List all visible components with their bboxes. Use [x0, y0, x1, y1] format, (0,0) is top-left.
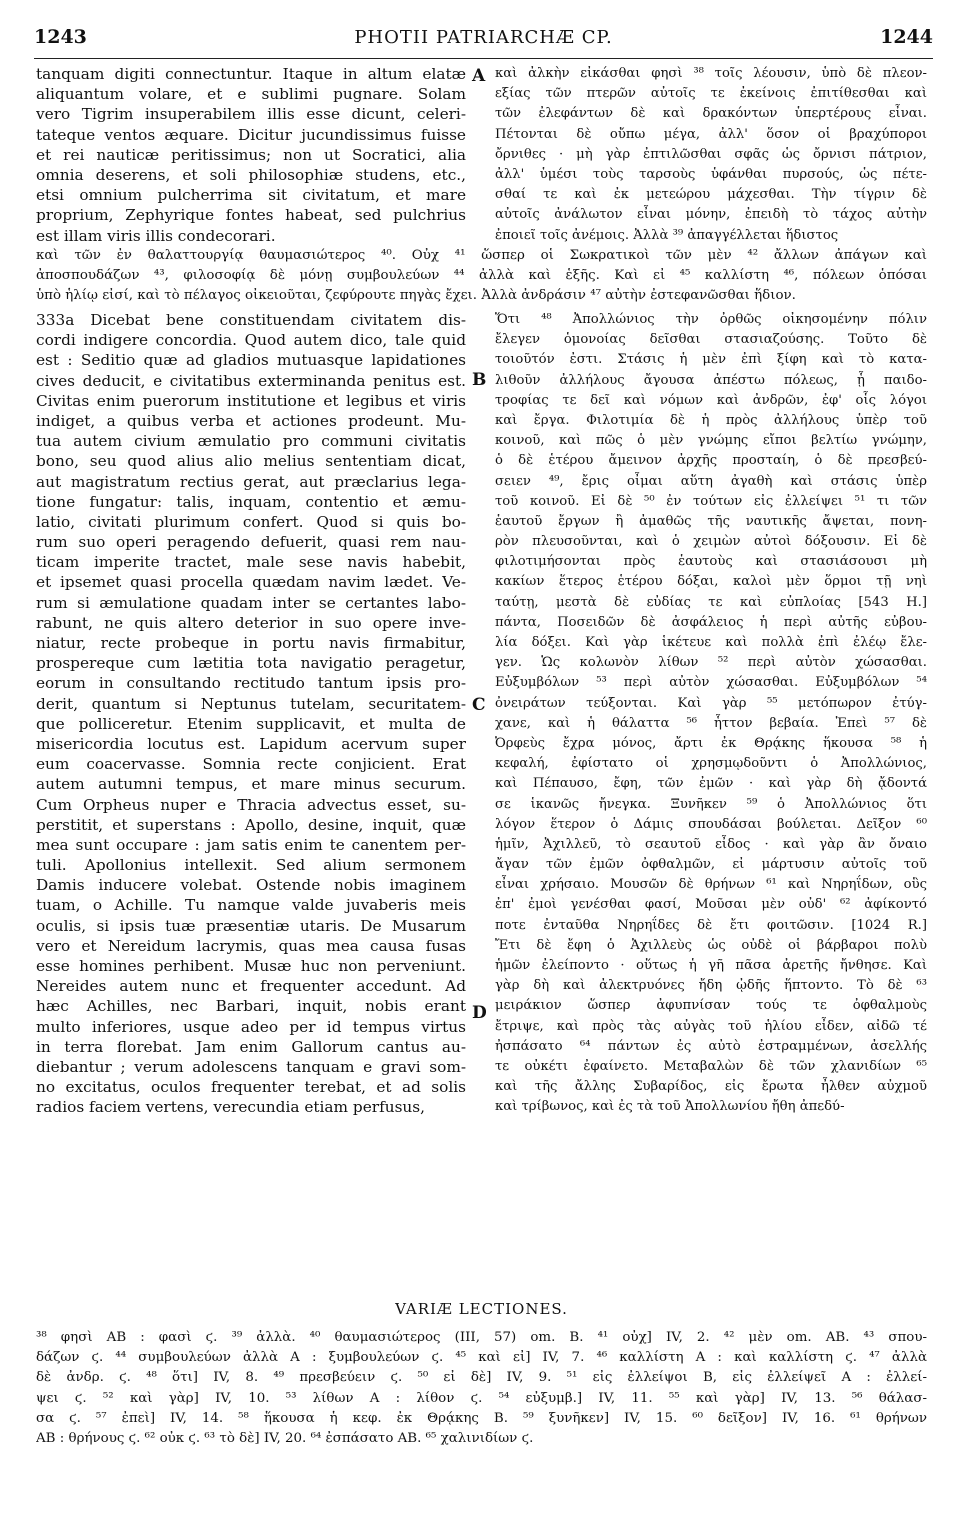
text-line: λιθοῦν ἀλλήλους ἄγουσα ἀπέστω πόλεως, ᾗ παιδο-: [495, 372, 927, 388]
text-line: Ἔτι δὲ ἔφη ὁ Ἀχιλλεὺς ὡς οὐδὲ οἱ βάρβαροι πολὺ: [495, 937, 927, 953]
text-line: tione fungatur: talis, inquam, contentio et æmu-: [36, 492, 466, 511]
margin-marker-b: B: [472, 370, 487, 390]
text-line: ἡμῶν ἐλείποντο · οὕτως ἡ γῆ πᾶσα ἀρετῆς ἤνθησε. Καὶ: [495, 958, 927, 973]
text-line: εξίας τῶν πτερῶν αὐτοῖς τε ἐκείνοις ἐπιτίθεσθαι καὶ: [495, 86, 927, 102]
text-line: φιλοτιμήσονται πρὸς ἑαυτοὺς καὶ στασιάσουσι μὴ: [495, 554, 927, 570]
text-line: ³⁸ φησὶ AB : φασὶ ϛ. ³⁹ ἀλλὰ. ⁴⁰ θαυμασιώτερος (III, 57) om. B. ⁴¹ οὐχ] IV, 2. ⁴² μὲν om. AB. ⁴³ σπου-: [36, 1330, 927, 1345]
text-line: κακίων ἕτερος ἑτέρου δόξαι, καλοὶ μὲν ὅρμοι τῇ νηὶ: [495, 574, 927, 590]
text-line: ὁ δὲ ἑτέρου ἄμεινον ἀρχῆς προσταίη, ὁ δὲ πρεσβεύ-: [495, 453, 927, 469]
text-line: mea sunt occupare : jam satis enim te canentem per-: [36, 835, 466, 854]
text-line: γεν. Ὡς κολωνὸν λίθων ⁵² περὶ αὐτὸν χώσασθαι.: [495, 655, 927, 671]
greek-column-main: [495, 310, 927, 1118]
page-number-right: 1244: [880, 26, 933, 48]
text-line: κεφαλή, ἐφίστατο οἱ χρησμῳδοῦντι ὁ Ἀπολλώνιος,: [495, 756, 927, 772]
text-line: χανε, καὶ ἡ θάλαττα ⁵⁶ ἧττον βεβαία. Ἐπεὶ ⁵⁷ δὲ: [495, 715, 927, 731]
page-number-left: 1243: [34, 26, 87, 48]
text-line: ποτε ἐνταῦθα Νηρηΐδες δὲ ἔτι φοιτῶσιν. [1024 R.]: [495, 917, 927, 933]
text-line: ρὸν πλευσοῦνται, καὶ ὁ χειμὼν αὐτοὶ δόξουσιν. Εἰ δὲ: [495, 534, 927, 550]
margin-marker-a: A: [472, 66, 486, 86]
text-line: Nereides autem nunc et frequenter accedunt. Ad: [36, 977, 466, 996]
text-line: πάντα, Ποσειδῶν δὲ ἀσφάλειος ἡ περὶ αὐτῆς εὐβου-: [495, 614, 927, 630]
text-line: τοιοῦτόν ἐστι. Στάσις ἡ μὲν ἐπὶ ξίφη καὶ τὸ κατα-: [495, 352, 927, 368]
text-line: λία δόξει. Καὶ γὰρ ἱκέτευε καὶ πολλὰ ἐπὶ ἐλέῳ ἔλε-: [495, 635, 927, 650]
text-line: que polliceretur. Etenim supplicavit, et multa de: [36, 714, 466, 733]
text-line: etsi omnium pulcherrima sit civitatum, et mare: [36, 186, 466, 205]
text-line: ἔλεγεν ὁμονοίας δεῖσθαι στασιαζούσης. Τοῦτο δὲ: [495, 332, 927, 348]
latin-column-main: [36, 310, 466, 1118]
text-line: εἶναι χρήσαιο. Μουσῶν δὲ θρήνων ⁶¹ καὶ Νηρηΐδων, οὓς: [495, 877, 927, 893]
margin-marker-d: D: [472, 1003, 487, 1023]
text-line: τε οὐκέτι ἐφαίνετο. Μεταβαλὼν δὲ τῶν χλανιδίων ⁶⁵: [495, 1058, 927, 1074]
text-line: Damis inducere volebat. Ostende nobis imaginem: [36, 876, 466, 895]
text-line: rabunt, ne quis altero deterior in suo opere inve-: [36, 613, 466, 632]
text-line: καὶ Πέπαυσο, ἔφη, τῶν ἐμῶν · καὶ γὰρ δὴ ᾄδοντά: [495, 776, 927, 792]
text-line: ὄρνιθες · μὴ γὰρ ἐπτιλῶσθαι σφᾶς ὡς ὄρνισι πάτριον,: [495, 146, 927, 162]
text-line: diebantur ; verum adolescens tanquam e gravi som-: [36, 1057, 466, 1076]
text-line: ἠσπάσατο ⁶⁴ πάντων ἐς αὐτὸ ἐστραμμένων, ἀσελλής: [495, 1038, 927, 1054]
text-line: ἑαυτοῦ ἔργων ἢ ἀμαθῶς τῆς ναυτικῆς ἄψεται, πονη-: [495, 513, 927, 529]
text-line: μειράκιον ὥσπερ ἀφυπνίσαν τούς τε ὀφθαλμοὺς: [495, 998, 927, 1014]
text-line: derit, quantum si Neptunus tutelam, securitatem-: [36, 694, 466, 713]
text-line: καὶ ἔργα. Φιλοτιμία δὲ ἡ πρὸς ἀλλήλους ὑπὲρ τοῦ: [495, 412, 927, 428]
text-line: esse homines perhibent. Musæ huc non perveniunt.: [36, 957, 466, 975]
text-line: 333a Dicebat bene constituendam civitatem dis-: [36, 311, 466, 329]
text-line: multo inferiores, usque adeo per id tempus virtus: [36, 1017, 466, 1036]
text-line: eorum in consultando rectitudo tantum ipsis pro-: [36, 674, 466, 693]
text-line: σε ἱκανῶς ἤνεγκα. Ξυνῆκεν ⁵⁹ ὁ Ἀπολλώνιος ὅτι: [495, 796, 927, 812]
text-line: aut magistratum rectius gerat, aut præclarius lega-: [36, 472, 466, 491]
text-line: ticam imperite tractet, male sese navis habebit,: [36, 553, 466, 572]
text-line: καὶ τῶν ἐν θαλαττουργίᾳ θαυμασιώτερος ⁴⁰. Οὐχ ⁴¹ ὥσπερ οἱ Σωκρατικοὶ τῶν μὲν ⁴² ἄλλων ἀπάγων καὶ: [36, 248, 927, 263]
text-line: no excitatus, oculos frequenter terebat, et ad solis: [36, 1078, 466, 1097]
text-line: tuam, o Achille. Tu namque valde juvaberis meis: [36, 896, 466, 915]
text-line: cordi indigere concordia. Quod autem dico, tale quid: [36, 331, 466, 350]
text-line: Εὐξυμβόλων ⁵³ περὶ αὐτὸν χώσασθαι. Εὐξυμβόλων ⁵⁴: [495, 675, 927, 691]
header-rule: [34, 58, 933, 59]
full-width-greek: [36, 246, 927, 307]
text-line: Ὀρφεὺς ἔχρα μόνος, ἄρτι ἐκ Θρᾴκης ἥκουσα ⁵⁸ ἡ: [495, 735, 927, 751]
text-line: indiget, a quibus verba et actiones prodeunt. Mu-: [36, 411, 466, 430]
text-line: vero Tigrim insuperabilem illis esse dicunt, celeri-: [36, 105, 466, 124]
margin-marker-c: C: [472, 695, 486, 715]
variae-lectiones: [36, 1328, 927, 1449]
text-line: γὰρ δὴ καὶ ἀλεκτρυόνες ἤδη ᾠδῆς ἥπτοντο. Τὸ δὲ ⁶³: [495, 978, 927, 994]
text-line: ἔτριψε, καὶ πρὸς τὰς αὐγὰς τοῦ ἡλίου εἶδεν, αἰδῶ τέ: [495, 1018, 927, 1034]
text-line: ἀποσπουδάζων ⁴³, φιλοσοφίᾳ δὲ μόνῃ συμβουλεύων ⁴⁴ ἀλλὰ καὶ ἑξῆς. Καὶ εἰ ⁴⁵ καλλίστη ⁴⁶, πόλεων ὁπόσαι: [36, 268, 927, 284]
text-line: Civitas enim puerorum institutione et legibus et viris: [36, 391, 466, 410]
text-line: Cum Orpheus nuper e Thracia advectus esset, su-: [36, 795, 466, 814]
text-line: eum coacervasse. Somnia recte conjicient. Erat: [36, 755, 466, 774]
text-line: est : Seditio quæ ad gladios mutuasque lapidationes: [36, 351, 466, 370]
text-line: λόγον ἕτερον ὁ Δάμις σπουδάσαι βούλεται. Δεῖξον ⁶⁰: [495, 816, 927, 832]
text-line: AB : θρήνους ϛ. ⁶² οὐκ ϛ. ⁶³ τὸ δὲ] IV, 20. ⁶⁴ ἐσπάσατο AB. ⁶⁵ χαλινιδίων ϛ.: [36, 1430, 534, 1446]
text-line: tua autem civium æmulatio pro communi civitatis: [36, 432, 466, 451]
text-line: ἀλλ' ὑμέσι τοὺς ταρσοὺς ὑφάνθαι πυρσούς, ὡς πέτε-: [495, 166, 927, 182]
text-line: δάζων ϛ. ⁴⁴ συμβουλεύων ἀλλὰ A : ξυμβουλεύων ϛ. ⁴⁵ καὶ εἰ] IV, 7. ⁴⁶ καλλίστη A : καὶ καλλίστη ϛ. ⁴⁷ ἀλλὰ: [36, 1350, 927, 1366]
text-line: vero et Nereidum lacrymis, quas mea causa fusas: [36, 936, 466, 955]
text-line: Ὅτι ⁴⁸ Ἀπολλώνιος τὴν ὀρθῶς οἰκησομένην πόλιν: [495, 312, 927, 327]
text-line: δὲ ἀνδρ. ϛ. ⁴⁸ ὅτι] IV, 8. ⁴⁹ πρεσβεύειν ϛ. ⁵⁰ εἰ δὲ] IV, 9. ⁵¹ εἰς ἐλλείψοι B, εἰς ἐλλείψεῖ A : ἐλλεί-: [36, 1370, 927, 1386]
greek-column-top: [495, 64, 927, 246]
text-line: et rei nauticæ peritissimus; non ut Socratici, alia: [36, 145, 466, 164]
text-line: tanquam digiti connectuntur. Itaque in altum elatæ: [36, 65, 466, 83]
text-line: aliquantum volare, et e sublimi pugnare. Solam: [36, 85, 466, 104]
text-line: Πέτονται δὲ οὔπω μέγα, ἀλλ' ὅσον οἱ βραχύποροι: [495, 126, 927, 142]
text-line: τοῦ κοινοῦ. Εἰ δὲ ⁵⁰ ἐν τούτων εἰς ἐλλείψει ⁵¹ τι τῶν: [495, 493, 927, 509]
text-line: radios faciem vertens, verecundia etiam perfusus,: [36, 1098, 425, 1117]
text-line: perstitit, et superstans : Apollo, desine, inquit, quæ: [36, 815, 466, 834]
text-line: σθαί τε καὶ ἐκ μετεώρου μάχεσθαι. Τὴν τίγριν δὲ: [495, 187, 927, 203]
text-line: ἐπ' ἐμοὶ γενέσθαι φασί, Μοῦσαι μὲν οὐδ' ⁶² ἀφίκοντό: [495, 897, 927, 913]
text-line: rum suo operi peragendo defuerit, quasi rem nau-: [36, 533, 466, 552]
text-line: τροφίας τε δεῖ καὶ νόμων καὶ ἀνδρῶν, ἐφ' οἷς λόγοι: [495, 392, 927, 408]
text-line: proprium, Zephyrique fontes habeat, sed pulchrius: [36, 206, 466, 225]
text-line: est illam viris illis condecorari.: [36, 226, 276, 245]
text-line: ὀνειράτων τεύξονται. Καὶ γὰρ ⁵⁵ μετόπωρον ἐτύγ-: [495, 695, 927, 711]
text-line: omnia deserens, et soli philosophiæ studens, etc.,: [36, 165, 466, 184]
text-line: in terra florebat. Jam enim Gallorum cantus au-: [36, 1037, 466, 1056]
text-line: cives deducit, e civitatibus exterminanda penitus est.: [36, 371, 466, 390]
variae-lectiones-heading: VARIÆ LECTIONES.: [395, 1300, 568, 1318]
text-line: ψει ϛ. ⁵² καὶ γὰρ] IV, 10. ⁵³ λίθων A : λίθον ϛ. ⁵⁴ εὐξυμβ.] IV, 11. ⁵⁵ καὶ γὰρ] IV, 13. ⁵⁶ θάλασ-: [36, 1390, 927, 1406]
text-line: niatur, recte probeque in portu navis firmabitur,: [36, 634, 466, 652]
text-line: autem autumni tempus, et mare minus securum.: [36, 775, 466, 794]
text-line: αὐτοῖς ἀνάλωτον εἶναι μόνην, ἐπειδὴ τὸ τάχος αὐτὴν: [495, 207, 927, 223]
text-line: bono, seu quod alius alio melius sententiam dicat,: [36, 452, 466, 471]
text-line: ἄγαν τῶν ἐμῶν ὀφθαλμῶν, εἰ μάρτυσιν αὐτοῖς τοῦ: [495, 857, 927, 873]
text-line: misericordia locutus est. Lapidum acervum super: [36, 734, 466, 753]
text-line: ἐποιεῖ τοῖς ἀνέμοις. Ἀλλὰ ³⁹ ἀπαγγέλλεται ἥδιστος: [495, 227, 839, 243]
text-line: hæc Achilles, nec Barbari, inquit, nobis erant: [36, 997, 466, 1016]
text-line: tateque ventos æquare. Dicitur jucundissimus fuisse: [36, 125, 466, 144]
text-line: latio, civitati plurimum confert. Quod si quis bo-: [36, 512, 466, 531]
running-header: [34, 26, 933, 54]
text-line: καὶ τῆς ἄλλης Συβαρίδος, εἰς ἔρωτα ἦλθεν αὐχμοῦ: [495, 1079, 927, 1095]
latin-column-top: [36, 64, 466, 246]
text-line: καὶ τρίβωνος, καὶ ἐς τὰ τοῦ Ἀπολλωνίου ἤθη ἀπεδύ-: [495, 1099, 845, 1115]
text-line: ἡμῖν, Ἀχιλλεῦ, τὸ σεαυτοῦ εἶδος · καὶ γὰρ ἂν ὄναιο: [495, 836, 927, 852]
text-line: ὑπὸ ἡλίῳ εἰσί, καὶ τὸ πέλαγος οἰκειοῦται, ζεφύρουτε πηγὰς ἔχει. Ἀλλὰ ἀνδράσιν ⁴⁷ αὐτὴν ἐστεφανῶσθαι ἥδιον.: [36, 288, 796, 304]
text-line: et ipsemet quasi procella quædam navim lædet. Ve-: [36, 573, 466, 592]
running-title: PHOTII PATRIARCHÆ CP.: [354, 27, 613, 48]
text-line: σα ϛ. ⁵⁷ ἐπεὶ] IV, 14. ⁵⁸ ἥκουσα ἡ κεφ. ἐκ Θρᾴκης B. ⁵⁹ ξυνῆκεν] IV, 15. ⁶⁰ δεῖξον] IV, 16. ⁶¹ θρήνων: [36, 1410, 927, 1426]
text-line: prospereque cum lætitia tota navigatio peragetur,: [36, 654, 466, 673]
text-line: σειεν ⁴⁹, ἔρις οἶμαι αὕτη ἀγαθὴ καὶ στάσις ὑπὲρ: [495, 473, 927, 489]
text-line: τῶν ἐλεφάντων δὲ καὶ δρακόντων ὑπερτέρους εἶναι.: [495, 106, 927, 122]
text-line: rum si æmulatione quadam inter se certantes labo-: [36, 593, 466, 612]
text-line: ταύτῃ, μεστὰ δὲ εὐδίας τε καὶ εὐπλοίας [543 H.]: [495, 594, 927, 610]
text-line: tuli. Apollonius intellexit. Sed alium sermonem: [36, 856, 466, 875]
text-line: κοινοῦ, καὶ πῶς ὁ μὲν γνώμης εἴποι βελτίω γνώμην,: [495, 433, 927, 449]
text-line: καὶ ἀλκὴν εἰκάσθαι φησὶ ³⁸ τοῖς λέουσιν, ὑπὸ δὲ πλεον-: [495, 66, 927, 81]
text-line: oculis, si ipsis tuæ præsentiæ utaris. De Musarum: [36, 916, 466, 935]
